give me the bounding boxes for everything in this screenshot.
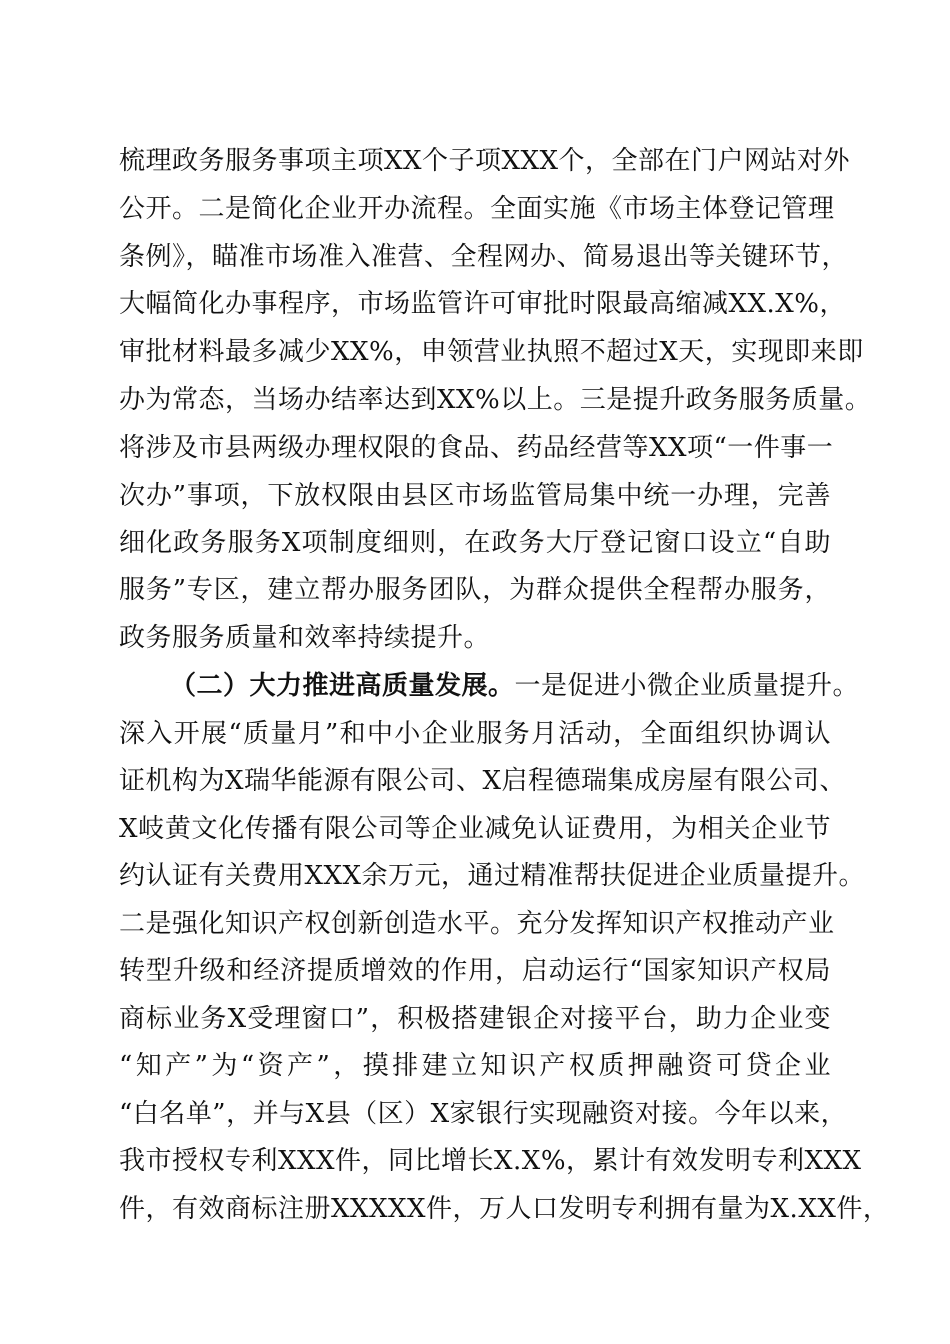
text-line: 服务”专区，建立帮办服务团队，为群众提供全程帮办服务， (119, 575, 831, 605)
text-line: 二是强化知识产权创新创造水平。充分发挥知识产权推动产业 (119, 909, 835, 939)
text-line: 细化政务服务X项制度细则，在政务大厅登记窗口设立“自助 (119, 528, 831, 558)
text-line: 深入开展“质量月”和中小企业服务月活动，全面组织协调认 (119, 719, 831, 749)
text-line: 证机构为X瑞华能源有限公司、X启程德瑞集成房屋有限公司、 (119, 766, 847, 796)
section-heading-line (170, 666, 860, 706)
text-line: X岐黄文化传播有限公司等企业减免认证费用，为相关企业节 (119, 814, 831, 844)
text-line: 商标业务X受理窗口”，积极搭建银企对接平台，助力企业变 (119, 1004, 831, 1034)
text-line: 政务服务质量和效率持续提升。 (119, 623, 491, 653)
text-line: “白名单”，并与X县（区）X家银行实现融资对接。今年以来， (119, 1099, 848, 1129)
text-line: 我市授权专利XXX件，同比增长X.X%，累计有效发明专利XXX (119, 1146, 862, 1176)
text-line: 转型升级和经济提质增效的作用，启动运行“国家知识产权局 (119, 956, 831, 986)
section-heading-rest: 一是促进小微企业质量提升。 (514, 671, 860, 701)
text-line: 条例》，瞄准市场准入准营、全程网办、简易退出等关键环节， (119, 242, 849, 272)
text-line: 约认证有关费用XXX余万元，通过精准帮扶促进企业质量提升。 (119, 861, 866, 891)
text-line: 梳理政务服务事项主项XX个子项XXX个，全部在门户网站对外 (119, 146, 851, 176)
text-line: 办为常态，当场办结率达到XX%以上。三是提升政务服务质量。 (119, 385, 872, 415)
text-line: 次办”事项，下放权限由县区市场监管局集中统一办理，完善 (119, 481, 831, 511)
section-heading: （二）大力推进高质量发展。 (170, 671, 515, 701)
text-line: 件，有效商标注册XXXXX件，万人口发明专利拥有量为X.XX件， (119, 1194, 890, 1224)
text-line: 将涉及市县两级办理权限的食品、药品经营等XX项“一件事一 (119, 433, 834, 463)
text-line: “知产”为“资产”，摸排建立知识产权质押融资可贷企业 (119, 1051, 831, 1081)
text-line: 公开。二是简化企业开办流程。全面实施《市场主体登记管理 (119, 194, 835, 224)
text-line: 审批材料最多减少XX%，申领营业执照不超过X天，实现即来即 (119, 337, 864, 367)
text-line: 大幅简化办事程序，市场监管许可审批时限最高缩减XX.X%， (119, 289, 846, 319)
